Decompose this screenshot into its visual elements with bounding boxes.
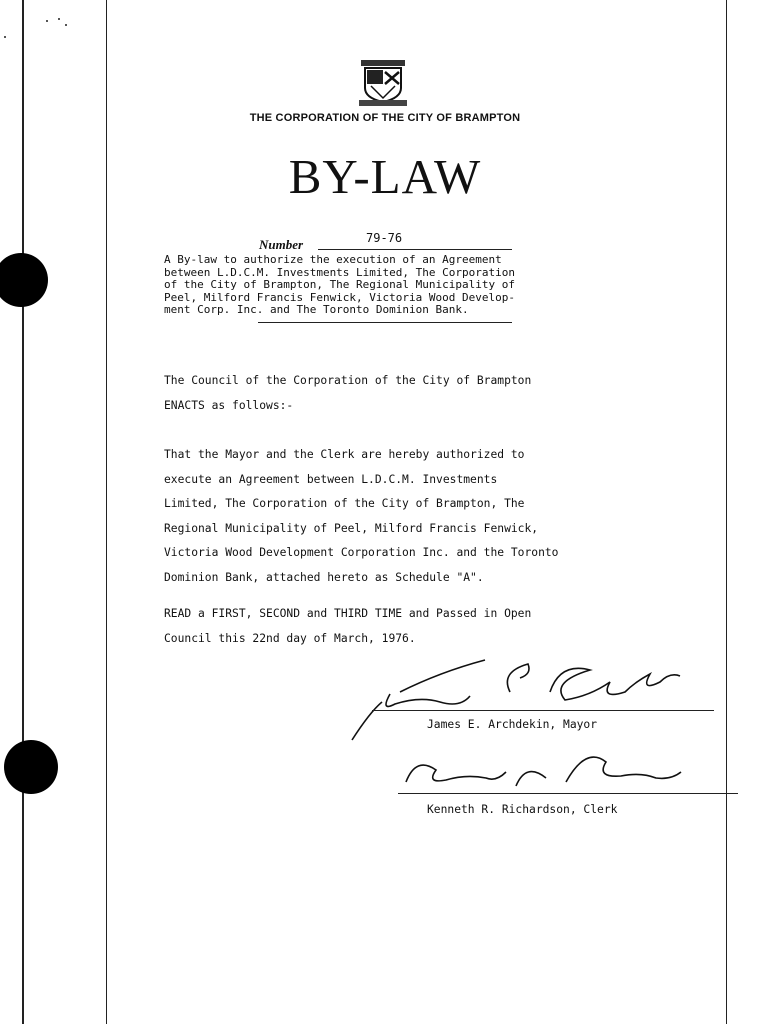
- bylaw-number: 79-76: [366, 231, 403, 245]
- preamble-line: ENACTS as follows:-: [164, 398, 294, 412]
- enactment-paragraph: [164, 443, 558, 591]
- enactment-line: Dominion Bank, attached hereto as Schedule "A".: [164, 570, 484, 584]
- enactment-line: That the Mayor and the Clerk are hereby authorized to: [164, 448, 525, 461]
- title-underline: [258, 322, 512, 323]
- number-label: Number: [259, 237, 304, 252]
- mayor-name: James E. Archdekin, Mayor: [427, 718, 598, 731]
- enactment-line: Limited, The Corporation of the City of Brampton, The: [164, 497, 525, 511]
- number-underline: [318, 249, 512, 250]
- title-line: A By-law to authorize the execution of an Agreement: [164, 253, 502, 266]
- scan-speck: [58, 18, 60, 20]
- title-line: between L.D.C.M. Investments Limited, The Corporation: [164, 265, 515, 279]
- mayor-signature-line: [372, 710, 714, 711]
- title-line: Peel, Milford Francis Fenwick, Victoria Wood Develop-: [164, 290, 515, 304]
- passage-line: READ a FIRST, SECOND and THIRD TIME and Passed in Open: [164, 607, 532, 620]
- document-type-title: BY-LAW: [288, 149, 482, 204]
- passage-line: Council this 22nd day of March, 1976.: [164, 631, 416, 645]
- preamble-paragraph: [164, 369, 531, 418]
- punch-hole-top: [0, 253, 48, 307]
- enactment-line: Regional Municipality of Peel, Milford Francis Fenwick,: [164, 521, 539, 535]
- title-line: of the City of Brampton, The Regional Municipality of: [164, 278, 515, 292]
- scan-speck: [65, 24, 67, 26]
- bylaw-title-text: [164, 254, 515, 317]
- clerk-signature-line: [398, 793, 738, 794]
- preamble-line: The Council of the Corporation of the City of Brampton: [164, 374, 532, 387]
- clerk-name: Kenneth R. Richardson, Clerk: [427, 803, 618, 816]
- title-line: ment Corp. Inc. and The Toronto Dominion Bank.: [164, 303, 469, 317]
- enactment-line: execute an Agreement between L.D.C.M. Investments: [164, 472, 498, 486]
- scan-speck: [46, 20, 48, 22]
- punch-hole-bottom: [4, 740, 58, 794]
- passage-paragraph: [164, 602, 531, 651]
- organization-title: THE CORPORATION OF THE CITY OF BRAMPTON: [249, 112, 521, 124]
- scan-speck: [4, 36, 6, 38]
- city-crest-icon: [357, 58, 409, 108]
- enactment-line: Victoria Wood Development Corporation Inc. and the Toronto: [164, 546, 559, 560]
